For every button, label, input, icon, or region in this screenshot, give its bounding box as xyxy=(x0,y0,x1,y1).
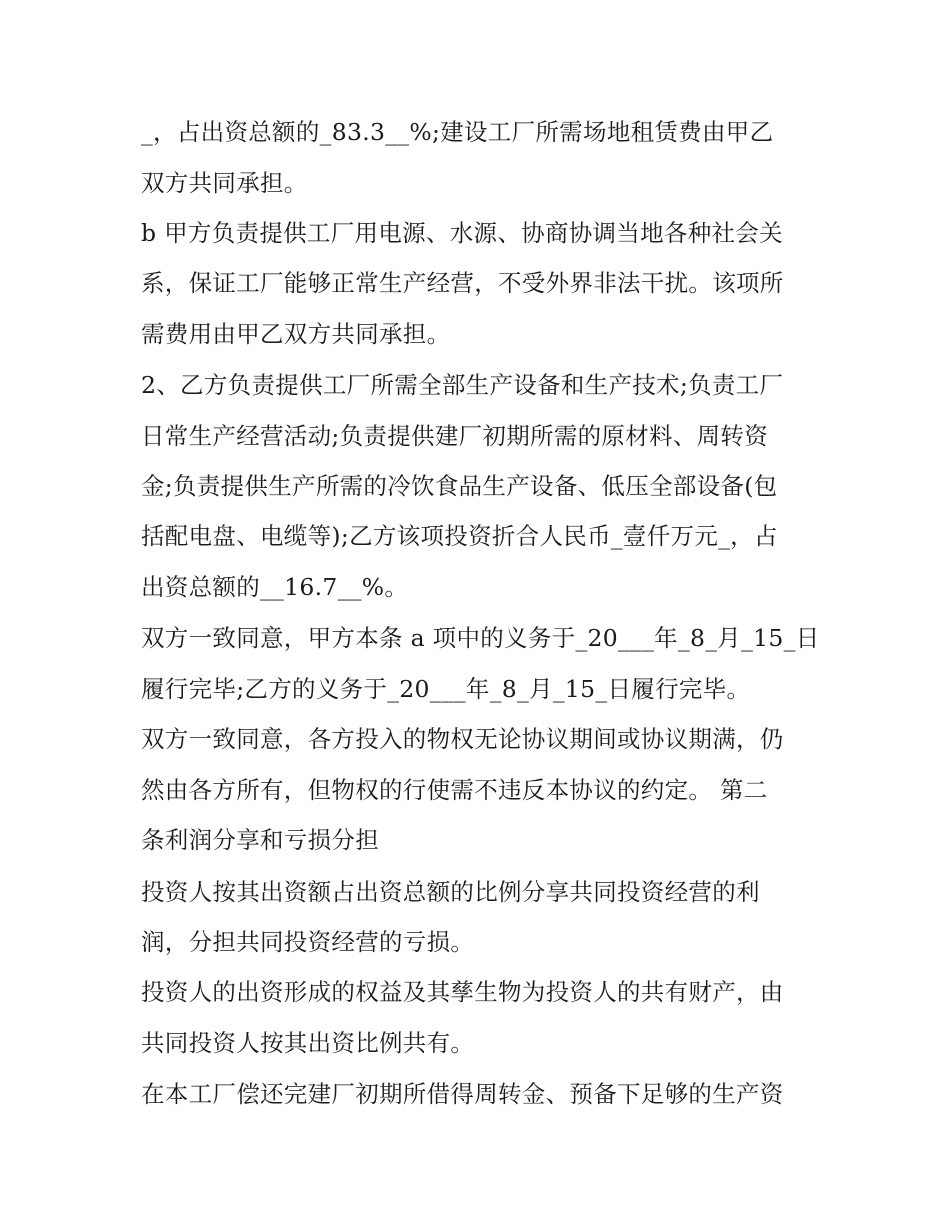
text-line: 双方一致同意，甲方本条 a 项中的义务于_20___年_8_月_15_日 xyxy=(141,624,820,652)
text-line: 括配电盘、电缆等);乙方该项投资折合人民币_壹仟万元_，占 xyxy=(141,522,778,550)
text-line: 双方一致同意，各方投入的物权无论协议期间或协议期满，仍 xyxy=(141,725,784,753)
text-line: 共同投资人按其出资比例共有。 xyxy=(141,1029,475,1057)
text-line: _，占出资总额的_83.3__%;建设工厂所需场地租赁费由甲乙 xyxy=(141,118,774,146)
text-line: 系，保证工厂能够正常生产经营，不受外界非法干扰。该项所 xyxy=(141,269,784,297)
text-line: 然由各方所有，但物权的行使需不违反本协议的约定。 第二 xyxy=(141,776,768,804)
text-line: 投资人按其出资额占出资总额的比例分享共同投资经营的利 xyxy=(141,878,760,906)
text-line: 需费用由甲乙双方共同承担。 xyxy=(141,320,451,348)
text-line: 日常生产经营活动;负责提供建厂初期所需的原材料、周转资 xyxy=(141,422,769,450)
text-line: 润，分担共同投资经营的亏损。 xyxy=(141,928,475,956)
text-line: 金;负责提供生产所需的冷饮食品生产设备、低压全部设备(包 xyxy=(141,472,778,500)
text-line: 条利润分享和亏损分担 xyxy=(141,826,379,854)
text-line: 出资总额的__16.7__%。 xyxy=(141,573,409,601)
text-line: 投资人的出资形成的权益及其孳生物为投资人的共有财产，由 xyxy=(141,978,784,1006)
text-line: 在本工厂偿还完建厂初期所借得周转金、预备下足够的生产资 xyxy=(141,1080,784,1108)
text-line: 履行完毕;乙方的义务于_20___年_8_月_15_日履行完毕。 xyxy=(141,675,751,703)
text-line: 2、乙方负责提供工厂所需全部生产设备和生产技术;负责工厂 xyxy=(141,371,784,399)
text-line: b 甲方负责提供工厂用电源、水源、协商协调当地各种社会关 xyxy=(141,219,783,247)
text-line: 双方共同承担。 xyxy=(141,169,308,197)
